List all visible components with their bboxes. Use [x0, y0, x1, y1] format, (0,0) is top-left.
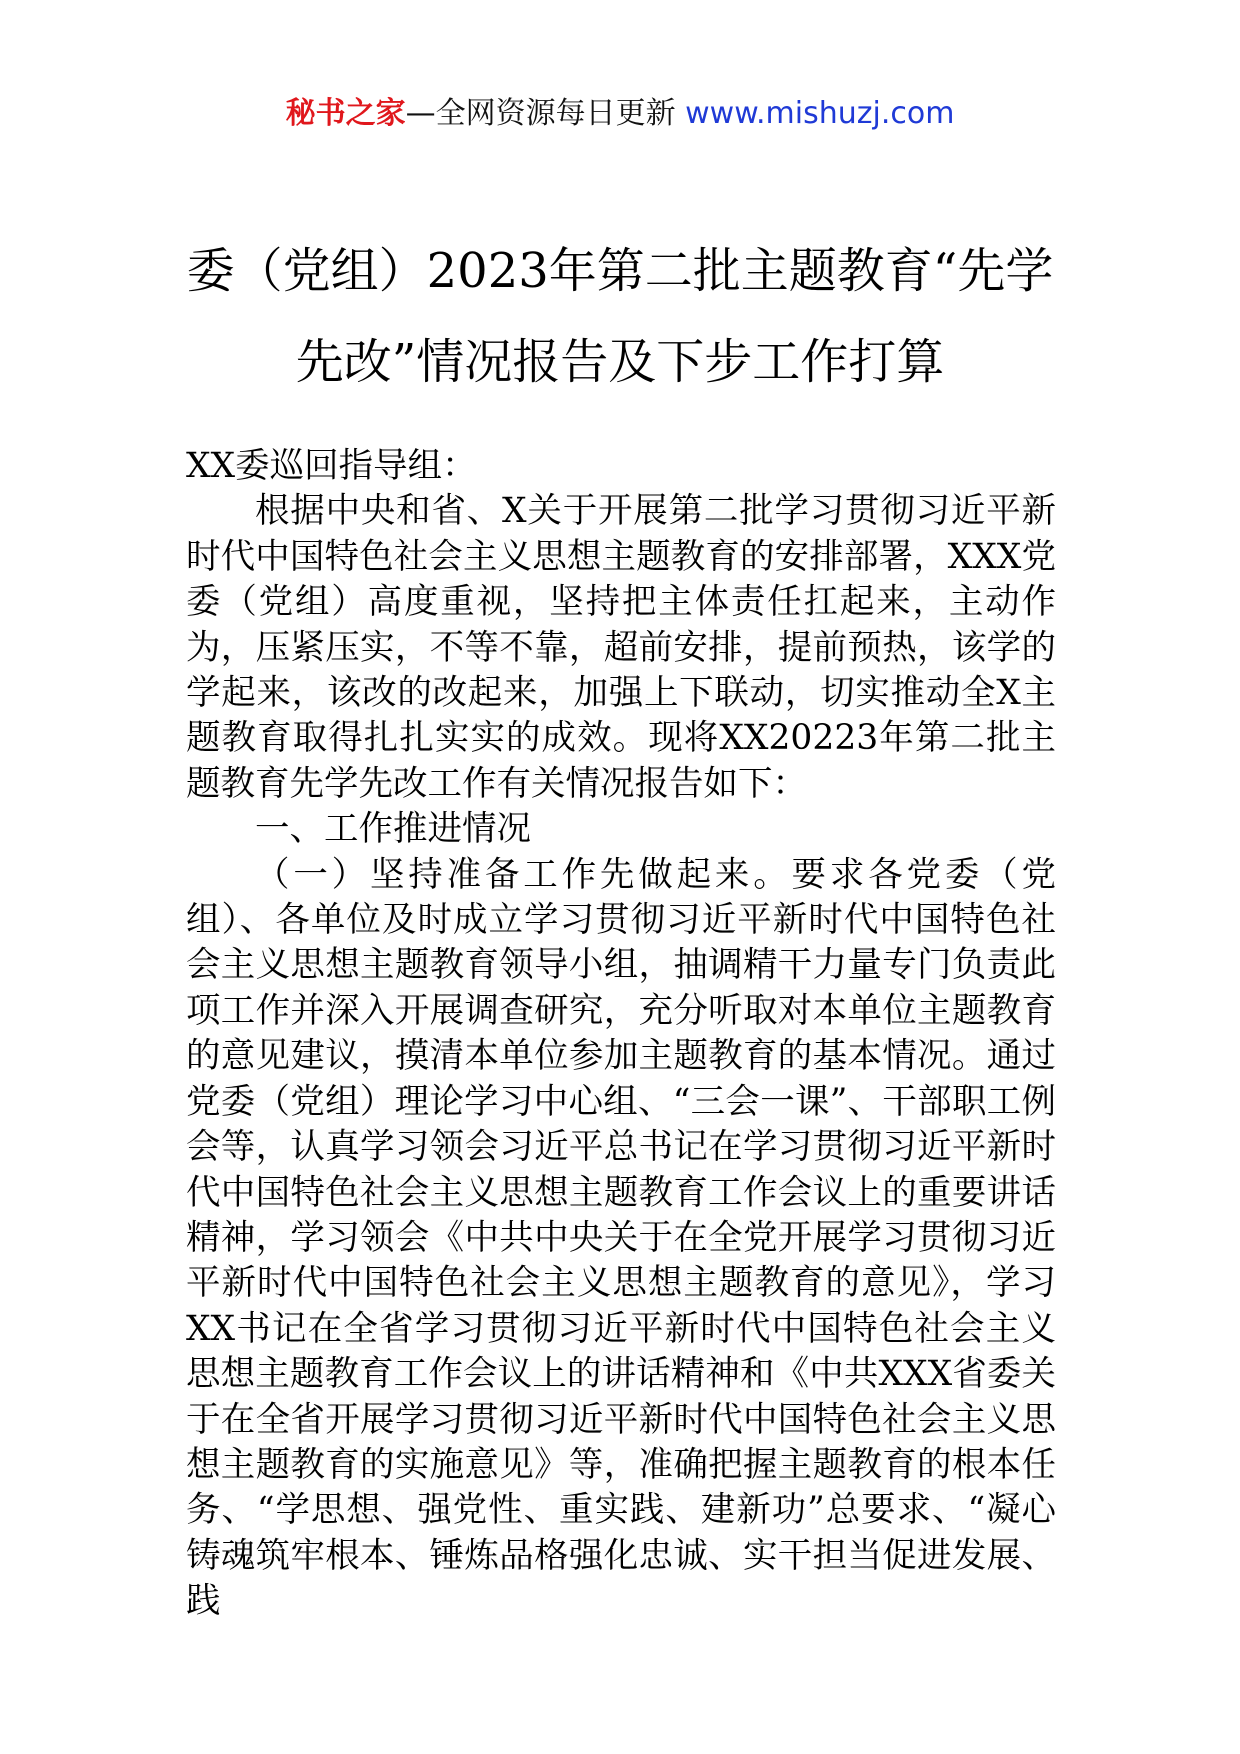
paragraph-intro: 根据中央和省、X关于开展第二批学习贯彻习近平新时代中国特色社会主义思想主题教育的安排部署，XXX党委（党组）高度重视，坚持把主体责任扛起来，主动作为，压紧压实，不等不靠，超前安排，提前预热，该学的学起来，该改的改起来，加强上下联动，切实推动全X主题教育取得扎扎实实的成效。现将XX20223年第二批主题教育先学先改工作有关情况报告如下： [186, 491, 1056, 804]
document-body [186, 444, 1056, 1625]
site-banner [0, 94, 1240, 134]
banner-tagline: —全网资源每日更新 [405, 96, 676, 131]
salutation: XX委巡回指导组： [186, 446, 477, 486]
document-title [160, 226, 1080, 408]
banner-url-link[interactable]: www.mishuzj.com [685, 96, 955, 131]
title-line-1: 委（党组）2023年第二批主题教育“先学 [186, 243, 1054, 299]
banner-brand: 秘书之家 [285, 96, 406, 131]
paragraph-prep-work: （一）坚持准备工作先做起来。要求各党委（党组）、各单位及时成立学习贯彻习近平新时代中国特色社会主义思想主题教育领导小组，抽调精干力量专门负责此项工作并深入开展调查研究，充分听取对本单位主题教育的意见建议，摸清本单位参加主题教育的基本情况。通过党委（党组）理论学习中心组、“三会一课”、干部职工例会等，认真学习领会习近平总书记在学习贯彻习近平新时代中国特色社会主义思想主题教育工作会议上的重要讲话精神，学习领会《中共中央关于在全党开展学习贯彻习近平新时代中国特色社会主义思想主题教育的意见》，学习XX书记在全省学习贯彻习近平新时代中国特色社会主义思想主题教育工作会议上的讲话精神和《中共XXX省委关于在全省开展学习贯彻习近平新时代中国特色社会主义思想主题教育的实施意见》等，准确把握主题教育的根本任务、“学思想、强党性、重实践、建新功”总要求、“凝心铸魂筑牢根本、锤炼品格强化忠诚、实干担当促进发展、践 [186, 854, 1056, 1622]
title-line-2: 先改”情况报告及下步工作打算 [295, 334, 945, 390]
section-heading-1: 一、工作推进情况 [255, 809, 531, 850]
